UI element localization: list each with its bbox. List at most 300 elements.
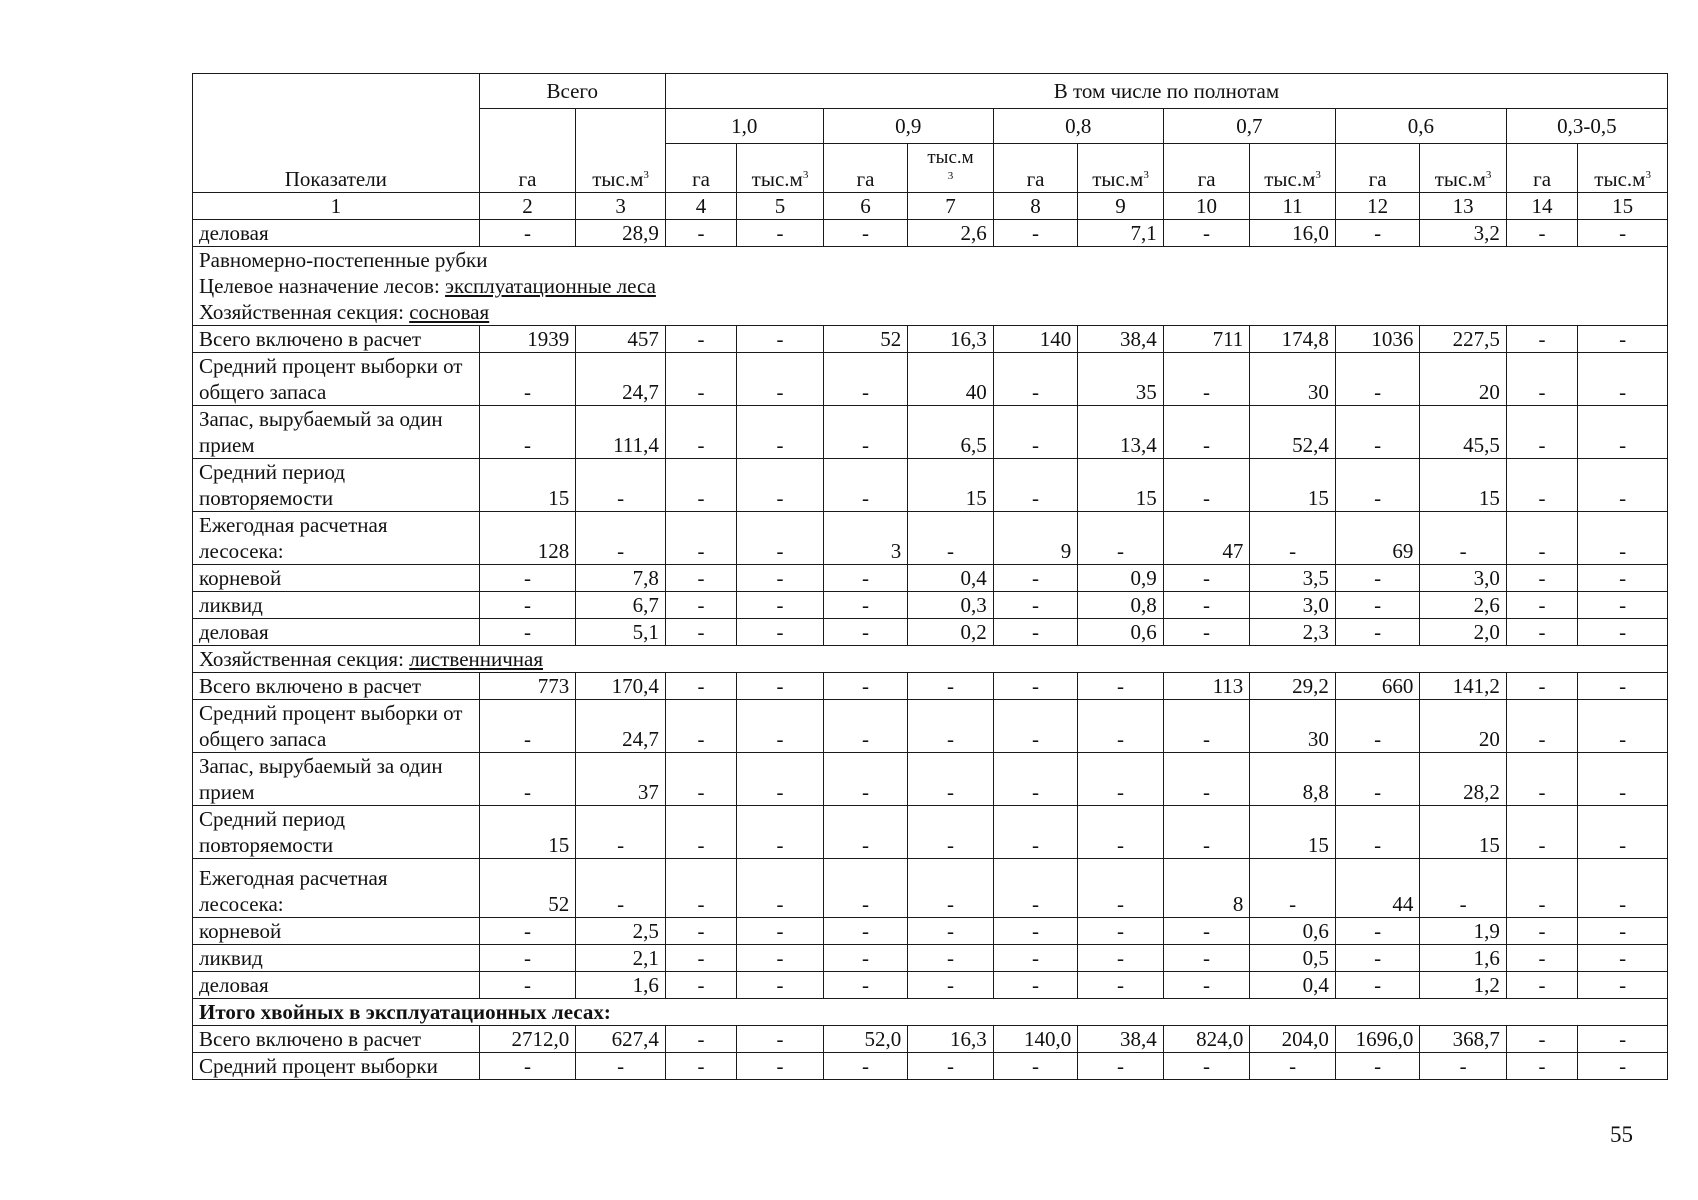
table-cell: 773 bbox=[479, 673, 576, 700]
table-cell: - bbox=[1506, 918, 1577, 945]
table-cell: 0,8 bbox=[1078, 592, 1164, 619]
forest-harvest-table bbox=[192, 73, 1668, 1080]
table-cell: 1,2 bbox=[1420, 972, 1507, 999]
table-cell: - bbox=[665, 1053, 736, 1080]
table-cell: 1,6 bbox=[1420, 945, 1507, 972]
table-cell: - bbox=[993, 1053, 1078, 1080]
table-row bbox=[193, 459, 1668, 512]
table-cell: - bbox=[1163, 619, 1250, 646]
column-number: 14 bbox=[1506, 193, 1577, 220]
table-cell: - bbox=[1578, 512, 1668, 565]
table-cell: 3 bbox=[823, 512, 908, 565]
table-cell: - bbox=[665, 220, 736, 247]
column-number: 5 bbox=[737, 193, 824, 220]
table-cell: 9 bbox=[993, 512, 1078, 565]
table-cell: - bbox=[576, 1053, 666, 1080]
table-cell: 3,2 bbox=[1420, 220, 1507, 247]
table-cell: - bbox=[823, 459, 908, 512]
column-number: 7 bbox=[908, 193, 994, 220]
table-cell: 15 bbox=[1420, 459, 1507, 512]
table-cell: - bbox=[665, 512, 736, 565]
table-cell: 15 bbox=[1078, 459, 1164, 512]
header-ha: га bbox=[479, 109, 576, 193]
column-number: 10 bbox=[1163, 193, 1250, 220]
table-cell: - bbox=[737, 1053, 824, 1080]
table-cell: - bbox=[479, 619, 576, 646]
table-cell: - bbox=[479, 700, 576, 753]
table-cell: - bbox=[1163, 700, 1250, 753]
table-cell: - bbox=[737, 406, 824, 459]
column-number: 4 bbox=[665, 193, 736, 220]
table-cell: 2,6 bbox=[908, 220, 994, 247]
table-cell: 7,8 bbox=[576, 565, 666, 592]
table-cell: - bbox=[665, 326, 736, 353]
table-cell: - bbox=[908, 859, 994, 918]
table-cell: - bbox=[1578, 220, 1668, 247]
table-cell: 28,2 bbox=[1420, 753, 1507, 806]
table-cell: - bbox=[993, 700, 1078, 753]
table-cell: - bbox=[823, 753, 908, 806]
column-number: 12 bbox=[1335, 193, 1420, 220]
table-cell: 2,0 bbox=[1420, 619, 1507, 646]
table-cell: - bbox=[737, 945, 824, 972]
table-cell: 15 bbox=[1420, 806, 1507, 859]
table-cell: - bbox=[1506, 565, 1577, 592]
table-cell: - bbox=[823, 859, 908, 918]
table-cell: - bbox=[1506, 512, 1577, 565]
table-cell: - bbox=[1506, 220, 1577, 247]
row-label: Всего включено в расчет bbox=[193, 1026, 480, 1053]
table-cell: - bbox=[993, 353, 1078, 406]
section-line-text: Хозяйственная секция: bbox=[199, 300, 410, 324]
table-cell: 38,4 bbox=[1078, 326, 1164, 353]
table-cell: 2712,0 bbox=[479, 1026, 576, 1053]
table-cell: - bbox=[665, 406, 736, 459]
table-cell: - bbox=[479, 918, 576, 945]
table-cell: 47 bbox=[1163, 512, 1250, 565]
section-header-row bbox=[193, 999, 1668, 1026]
table-cell: 368,7 bbox=[1420, 1026, 1507, 1053]
table-cell: - bbox=[737, 619, 824, 646]
table-cell: 2,1 bbox=[576, 945, 666, 972]
column-number: 15 bbox=[1578, 193, 1668, 220]
table-cell: - bbox=[1335, 619, 1420, 646]
table-cell: - bbox=[823, 406, 908, 459]
table-cell: 660 bbox=[1335, 673, 1420, 700]
table-cell: - bbox=[993, 592, 1078, 619]
table-cell: - bbox=[1163, 353, 1250, 406]
table-cell: 170,4 bbox=[576, 673, 666, 700]
table-cell: - bbox=[908, 945, 994, 972]
table-cell: 37 bbox=[576, 753, 666, 806]
table-cell: - bbox=[1335, 1053, 1420, 1080]
table-cell: - bbox=[908, 972, 994, 999]
table-cell: - bbox=[1506, 753, 1577, 806]
table-cell: 0,6 bbox=[1078, 619, 1164, 646]
column-number: 13 bbox=[1420, 193, 1507, 220]
table-cell: - bbox=[1578, 753, 1668, 806]
table-cell: - bbox=[479, 972, 576, 999]
header-thous-m3: $тыс.м^3$ bbox=[1578, 144, 1668, 193]
table-row bbox=[193, 220, 1668, 247]
table-cell: - bbox=[1078, 859, 1164, 918]
table-cell: - bbox=[1506, 326, 1577, 353]
row-label: Запас, вырубаемый за один прием bbox=[193, 753, 480, 806]
table-cell: - bbox=[993, 619, 1078, 646]
table-cell: 24,7 bbox=[576, 700, 666, 753]
table-cell: 141,2 bbox=[1420, 673, 1507, 700]
table-cell: 2,5 bbox=[576, 918, 666, 945]
table-cell: - bbox=[908, 918, 994, 945]
table-cell: - bbox=[1506, 972, 1577, 999]
table-cell: - bbox=[1163, 1053, 1250, 1080]
table-cell: - bbox=[1250, 1053, 1336, 1080]
table-cell: - bbox=[823, 220, 908, 247]
table-cell: 0,4 bbox=[908, 565, 994, 592]
table-cell: - bbox=[823, 806, 908, 859]
table-row bbox=[193, 918, 1668, 945]
table-cell: - bbox=[665, 945, 736, 972]
table-cell: - bbox=[737, 459, 824, 512]
table-cell: 7,1 bbox=[1078, 220, 1164, 247]
table-cell: 20 bbox=[1420, 353, 1507, 406]
table-cell: - bbox=[993, 565, 1078, 592]
table-cell: 5,1 bbox=[576, 619, 666, 646]
table-cell: - bbox=[1578, 459, 1668, 512]
table-cell: 711 bbox=[1163, 326, 1250, 353]
column-number: 8 bbox=[993, 193, 1078, 220]
table-row bbox=[193, 753, 1668, 806]
table-cell: - bbox=[1335, 220, 1420, 247]
table-cell: 30 bbox=[1250, 353, 1336, 406]
header-ha: га bbox=[993, 144, 1078, 193]
column-number: 9 bbox=[1078, 193, 1164, 220]
row-label: Средний период повторяемости bbox=[193, 459, 480, 512]
table-cell: - bbox=[993, 753, 1078, 806]
table-cell: 44 bbox=[1335, 859, 1420, 918]
table-cell: - bbox=[479, 406, 576, 459]
table-cell: - bbox=[1335, 806, 1420, 859]
table-cell: - bbox=[665, 1026, 736, 1053]
table-cell: - bbox=[993, 806, 1078, 859]
table-cell: - bbox=[1578, 1053, 1668, 1080]
section-line-underlined: лиственничная bbox=[409, 647, 544, 671]
table-row bbox=[193, 673, 1668, 700]
table-cell: - bbox=[737, 220, 824, 247]
table-cell: 2,3 bbox=[1250, 619, 1336, 646]
section-line-underlined: сосновая bbox=[409, 300, 490, 324]
table-cell: - bbox=[665, 459, 736, 512]
table-cell: - bbox=[1163, 753, 1250, 806]
table-cell: - bbox=[908, 512, 994, 565]
table-cell: - bbox=[737, 806, 824, 859]
table-cell: - bbox=[1578, 972, 1668, 999]
header-density: 0,9 bbox=[823, 109, 993, 144]
table-cell: - bbox=[665, 673, 736, 700]
table-row bbox=[193, 859, 1668, 918]
table-cell: 2,6 bbox=[1420, 592, 1507, 619]
table-cell: - bbox=[1506, 619, 1577, 646]
table-cell: 627,4 bbox=[576, 1026, 666, 1053]
table-cell: - bbox=[823, 353, 908, 406]
table-cell: - bbox=[993, 220, 1078, 247]
table-cell: - bbox=[576, 806, 666, 859]
table-cell: - bbox=[823, 565, 908, 592]
table-cell: 174,8 bbox=[1250, 326, 1336, 353]
table-cell: - bbox=[1578, 619, 1668, 646]
section-line-underlined: эксплуатационные леса bbox=[445, 274, 656, 298]
header-thous-m3: $тыс.м^3$ bbox=[737, 144, 824, 193]
table-cell: - bbox=[1578, 945, 1668, 972]
table-cell: - bbox=[737, 353, 824, 406]
table-cell: - bbox=[1078, 673, 1164, 700]
header-ha: га bbox=[665, 144, 736, 193]
table-cell: - bbox=[993, 972, 1078, 999]
table-cell: - bbox=[1078, 945, 1164, 972]
table-cell: - bbox=[479, 565, 576, 592]
header-thous-m3: $тыс.м^3$ bbox=[1078, 144, 1164, 193]
table-cell: - bbox=[1578, 1026, 1668, 1053]
header-thous-m3: $тыс.м^3$ bbox=[1420, 144, 1507, 193]
header-by-density: В том числе по полнотам bbox=[665, 74, 1667, 109]
table-cell: - bbox=[1506, 406, 1577, 459]
header-density: 0,6 bbox=[1335, 109, 1506, 144]
table-cell: - bbox=[665, 806, 736, 859]
table-cell: - bbox=[1506, 945, 1577, 972]
table-cell: - bbox=[1506, 859, 1577, 918]
header-density: 1,0 bbox=[665, 109, 823, 144]
section-line bbox=[199, 999, 1661, 1025]
table-cell: 227,5 bbox=[1420, 326, 1507, 353]
table-cell: - bbox=[1078, 918, 1164, 945]
row-label: Всего включено в расчет bbox=[193, 673, 480, 700]
table-row bbox=[193, 619, 1668, 646]
column-number: 3 bbox=[576, 193, 666, 220]
table-cell: - bbox=[908, 700, 994, 753]
table-cell: - bbox=[1163, 972, 1250, 999]
row-label: Ежегодная расчетная лесосека: bbox=[193, 859, 480, 918]
table-row bbox=[193, 972, 1668, 999]
table-cell: - bbox=[1578, 859, 1668, 918]
table-cell: - bbox=[479, 592, 576, 619]
table-cell: 3,0 bbox=[1250, 592, 1336, 619]
table-row bbox=[193, 1053, 1668, 1080]
header-thous-m3: $тыс.м^3$ bbox=[1250, 144, 1336, 193]
table-cell: - bbox=[665, 619, 736, 646]
table-cell: - bbox=[823, 1053, 908, 1080]
table-body bbox=[193, 220, 1668, 1080]
table-cell: - bbox=[665, 859, 736, 918]
table-cell: - bbox=[1506, 1053, 1577, 1080]
section-header-row bbox=[193, 247, 1668, 326]
section-line-text: Целевое назначение лесов: bbox=[199, 274, 446, 298]
table-cell: 0,6 bbox=[1250, 918, 1336, 945]
header-ha: га bbox=[823, 144, 908, 193]
table-cell: - bbox=[737, 972, 824, 999]
header-total: Всего bbox=[479, 74, 665, 109]
table-cell: 52,0 bbox=[823, 1026, 908, 1053]
table-cell: - bbox=[1163, 406, 1250, 459]
section-header bbox=[193, 999, 1668, 1026]
column-number: 6 bbox=[823, 193, 908, 220]
row-label: деловая bbox=[193, 619, 480, 646]
table-cell: - bbox=[737, 700, 824, 753]
section-line bbox=[199, 299, 1661, 325]
table-cell: 38,4 bbox=[1078, 1026, 1164, 1053]
table-cell: 457 bbox=[576, 326, 666, 353]
column-number: 1 bbox=[193, 193, 480, 220]
table-cell: 13,4 bbox=[1078, 406, 1164, 459]
section-line bbox=[199, 247, 1661, 273]
table-cell: - bbox=[479, 1053, 576, 1080]
table-cell: - bbox=[993, 673, 1078, 700]
table-cell: - bbox=[993, 406, 1078, 459]
table-cell: - bbox=[1163, 220, 1250, 247]
table-cell: - bbox=[823, 592, 908, 619]
section-line-text: Хозяйственная секция: bbox=[199, 647, 410, 671]
row-label: деловая bbox=[193, 972, 480, 999]
section-line bbox=[199, 646, 1661, 672]
table-cell: 0,9 bbox=[1078, 565, 1164, 592]
table-cell: - bbox=[1250, 859, 1336, 918]
table-cell: - bbox=[1578, 918, 1668, 945]
table-cell: 0,4 bbox=[1250, 972, 1336, 999]
section-header-row bbox=[193, 646, 1668, 673]
table-cell: - bbox=[1578, 700, 1668, 753]
row-label: деловая bbox=[193, 220, 480, 247]
section-line bbox=[199, 273, 1661, 299]
table-cell: 15 bbox=[1250, 459, 1336, 512]
table-cell: - bbox=[908, 673, 994, 700]
table-cell: - bbox=[665, 592, 736, 619]
table-cell: 1,9 bbox=[1420, 918, 1507, 945]
table-cell: - bbox=[479, 945, 576, 972]
table-cell: - bbox=[993, 918, 1078, 945]
table-cell: - bbox=[823, 619, 908, 646]
row-label: ликвид bbox=[193, 945, 480, 972]
table-cell: - bbox=[1420, 859, 1507, 918]
table-cell: - bbox=[1163, 592, 1250, 619]
table-cell: - bbox=[1578, 565, 1668, 592]
table-cell: - bbox=[823, 972, 908, 999]
table-cell: - bbox=[1335, 406, 1420, 459]
table-cell: - bbox=[479, 353, 576, 406]
table-cell: - bbox=[1335, 459, 1420, 512]
table-cell: 24,7 bbox=[576, 353, 666, 406]
table-cell: - bbox=[823, 918, 908, 945]
table-cell: - bbox=[908, 753, 994, 806]
row-label: Запас, вырубаемый за один прием bbox=[193, 406, 480, 459]
table-cell: - bbox=[1078, 972, 1164, 999]
table-cell: 52 bbox=[479, 859, 576, 918]
header-density: 0,7 bbox=[1163, 109, 1335, 144]
table-cell: 29,2 bbox=[1250, 673, 1336, 700]
table-cell: - bbox=[665, 700, 736, 753]
header-density: 0,8 bbox=[993, 109, 1163, 144]
table-row bbox=[193, 406, 1668, 459]
table-cell: 1696,0 bbox=[1335, 1026, 1420, 1053]
table-cell: 69 bbox=[1335, 512, 1420, 565]
table-cell: - bbox=[737, 673, 824, 700]
table-cell: - bbox=[1163, 806, 1250, 859]
header-ha: га bbox=[1163, 144, 1250, 193]
column-number: 2 bbox=[479, 193, 576, 220]
table-cell: - bbox=[1578, 326, 1668, 353]
table-cell: - bbox=[1506, 673, 1577, 700]
table-cell: 6,5 bbox=[908, 406, 994, 459]
table-cell: - bbox=[737, 918, 824, 945]
table-cell: - bbox=[1335, 945, 1420, 972]
table-cell: - bbox=[1335, 972, 1420, 999]
table-cell: 52,4 bbox=[1250, 406, 1336, 459]
table-cell: 8,8 bbox=[1250, 753, 1336, 806]
table-cell: - bbox=[737, 565, 824, 592]
table-cell: - bbox=[1078, 512, 1164, 565]
table-cell: - bbox=[1578, 592, 1668, 619]
table-cell: 140 bbox=[993, 326, 1078, 353]
table-row bbox=[193, 512, 1668, 565]
table-cell: 6,7 bbox=[576, 592, 666, 619]
table-row bbox=[193, 326, 1668, 353]
table-cell: 8 bbox=[1163, 859, 1250, 918]
table-cell: - bbox=[1506, 1026, 1577, 1053]
table-cell: 16,0 bbox=[1250, 220, 1336, 247]
table-cell: - bbox=[479, 220, 576, 247]
table-cell: - bbox=[1506, 592, 1577, 619]
table-cell: 3,5 bbox=[1250, 565, 1336, 592]
table-cell: - bbox=[665, 972, 736, 999]
table-cell: 3,0 bbox=[1420, 565, 1507, 592]
table-cell: 1939 bbox=[479, 326, 576, 353]
table-cell: - bbox=[908, 1053, 994, 1080]
table-cell: - bbox=[665, 565, 736, 592]
section-header bbox=[193, 247, 1668, 326]
table-cell: - bbox=[1163, 565, 1250, 592]
table-cell: 30 bbox=[1250, 700, 1336, 753]
table-cell: - bbox=[1335, 753, 1420, 806]
table-cell: - bbox=[1578, 353, 1668, 406]
table-cell: - bbox=[576, 512, 666, 565]
table-cell: - bbox=[1578, 806, 1668, 859]
header-ha: га bbox=[1506, 144, 1577, 193]
row-label: Средний процент выборки от общего запаса bbox=[193, 353, 480, 406]
table-cell: - bbox=[823, 700, 908, 753]
table-cell: - bbox=[1578, 406, 1668, 459]
table-cell: - bbox=[993, 859, 1078, 918]
table-cell: - bbox=[576, 859, 666, 918]
table-cell: - bbox=[737, 753, 824, 806]
row-label: корневой bbox=[193, 565, 480, 592]
table-cell: 1036 bbox=[1335, 326, 1420, 353]
table-cell: - bbox=[1506, 700, 1577, 753]
table-cell: - bbox=[1420, 1053, 1507, 1080]
table-cell: - bbox=[1335, 592, 1420, 619]
table-cell: 128 bbox=[479, 512, 576, 565]
table-cell: - bbox=[665, 753, 736, 806]
table-cell: 45,5 bbox=[1420, 406, 1507, 459]
table-row bbox=[193, 945, 1668, 972]
table-cell: 204,0 bbox=[1250, 1026, 1336, 1053]
table-cell: 16,3 bbox=[908, 326, 994, 353]
table-cell: 15 bbox=[479, 806, 576, 859]
section-line-text: Итого хвойных в эксплуатационных лесах: bbox=[199, 1000, 611, 1024]
table-cell: 52 bbox=[823, 326, 908, 353]
header-ha: га bbox=[1335, 144, 1420, 193]
row-label: Средний период повторяемости bbox=[193, 806, 480, 859]
table-cell: - bbox=[823, 945, 908, 972]
table-cell: - bbox=[1078, 753, 1164, 806]
row-label: корневой bbox=[193, 918, 480, 945]
